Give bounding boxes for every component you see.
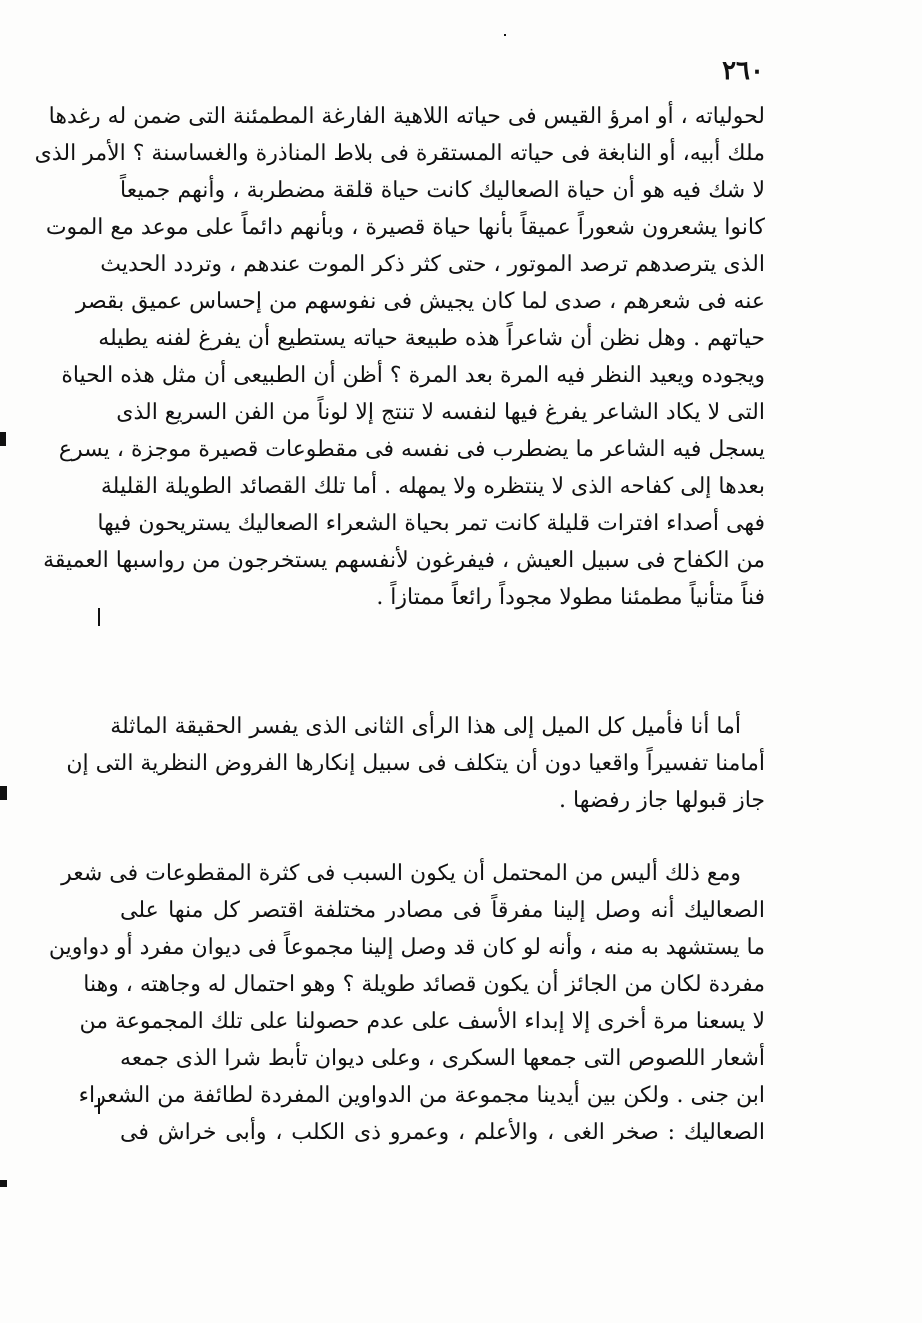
text-line: فناً متأنياً مطمئنا مطولا مجوداً رائعاً ممتازاً . (376, 585, 765, 610)
text-line: عنه فى شعرهم ، صدى لما كان يجيش فى نفوسهم من إحساس عميق بقصر (75, 289, 765, 314)
text-line: يسجل فيه الشاعر ما يضطرب فى نفسه فى مقطوعات قصيرة موجزة ، يسرع (58, 437, 765, 462)
margin-mark (0, 432, 6, 446)
scan-speck (504, 34, 506, 36)
text-line: ما يستشهد به منه ، وأنه لو كان قد وصل إلينا مجموعاً فى ديوان مفرد أو دواوين (48, 935, 765, 960)
text-line: لا يسعنا مرة أخرى إلا إبداء الأسف على عدم حصولنا على تلك المجموعة من (79, 1009, 765, 1034)
text-line: جاز قبولها جاز رفضها . (559, 788, 765, 813)
margin-tick (98, 608, 100, 626)
text-line: من الكفاح فى سبيل العيش ، فيفرغون لأنفسهم يستخرجون من رواسبها العميقة (43, 548, 765, 573)
text-line: كانوا يشعرون شعوراً عميقاً بأنها حياة قصيرة ، وبأنهم دائماً على موعد مع الموت (45, 215, 765, 240)
text-line: أمامنا تفسيراً واقعيا دون أن يتكلف فى سبيل إنكارها الفروض النظرية التى إن (66, 751, 765, 776)
text-line: بعدها إلى كفاحه الذى لا ينتظره ولا يمهله . أما تلك القصائد الطويلة القليلة (100, 474, 765, 499)
text-line: ابن جنى . ولكن بين أيدينا مجموعة من الدواوين المفردة لطائفة من الشعراء (78, 1083, 765, 1108)
text-line: الصعاليك : صخر الغى ، والأعلم ، وعمرو ذى الكلب ، وأبى خراش فى (120, 1120, 765, 1145)
paragraph-2 (66, 708, 765, 819)
paragraph-3 (48, 855, 765, 1151)
margin-mark (0, 786, 7, 800)
text-line: لحولياته ، أو امرؤ القيس فى حياته اللاهية الفارغة المطمئنة التى ضمن له رغدها (48, 104, 765, 129)
text-line: التى لا يكاد الشاعر يفرغ فيها لنفسه لا تنتج إلا لوناً من الفن السريع الذى (116, 400, 765, 425)
margin-mark (0, 1180, 7, 1187)
text-line: أما أنا فأميل كل الميل إلى هذا الرأى الثانى الذى يفسر الحقيقة الماثلة (110, 714, 741, 739)
paragraph-1 (34, 98, 765, 616)
text-line: فهى أصداء افترات قليلة كانت تمر بحياة الشعراء الصعاليك يستريحون فيها (97, 511, 765, 536)
text-line: مفردة لكان من الجائز أن يكون قصائد طويلة ؟ وهو احتمال له وجاهته ، وهنا (83, 972, 765, 997)
text-line: الذى يترصدهم ترصد الموتور ، حتى كثر ذكر الموت عندهم ، وتردد الحديث (100, 252, 765, 277)
text-line: ملك أبيه، أو النابغة فى حياته المستقرة فى بلاط المناذرة والغساسنة ؟ الأمر الذى (34, 141, 765, 166)
page-number: ٢٦٠ (722, 56, 764, 86)
text-line: الصعاليك أنه وصل إلينا مفرقاً فى مصادر مختلفة اقتصر كل منها على (120, 898, 765, 923)
text-line: ويجوده ويعيد النظر فيه المرة بعد المرة ؟ أظن أن الطبيعى أن مثل هذه الحياة (61, 363, 765, 388)
text-line: لا شك فيه هو أن حياة الصعاليك كانت حياة قلقة مضطربة ، وأنهم جميعاً (120, 178, 765, 203)
text-line: ومع ذلك أليس من المحتمل أن يكون السبب فى كثرة المقطوعات فى شعر (61, 861, 741, 886)
text-line: أشعار اللصوص التى جمعها السكرى ، وعلى ديوان تأبط شرا الذى جمعه (120, 1046, 765, 1071)
text-line: حياتهم . وهل نظن أن شاعراً هذه طبيعة حياته يستطيع أن يفرغ لفنه يطيله (98, 326, 765, 351)
